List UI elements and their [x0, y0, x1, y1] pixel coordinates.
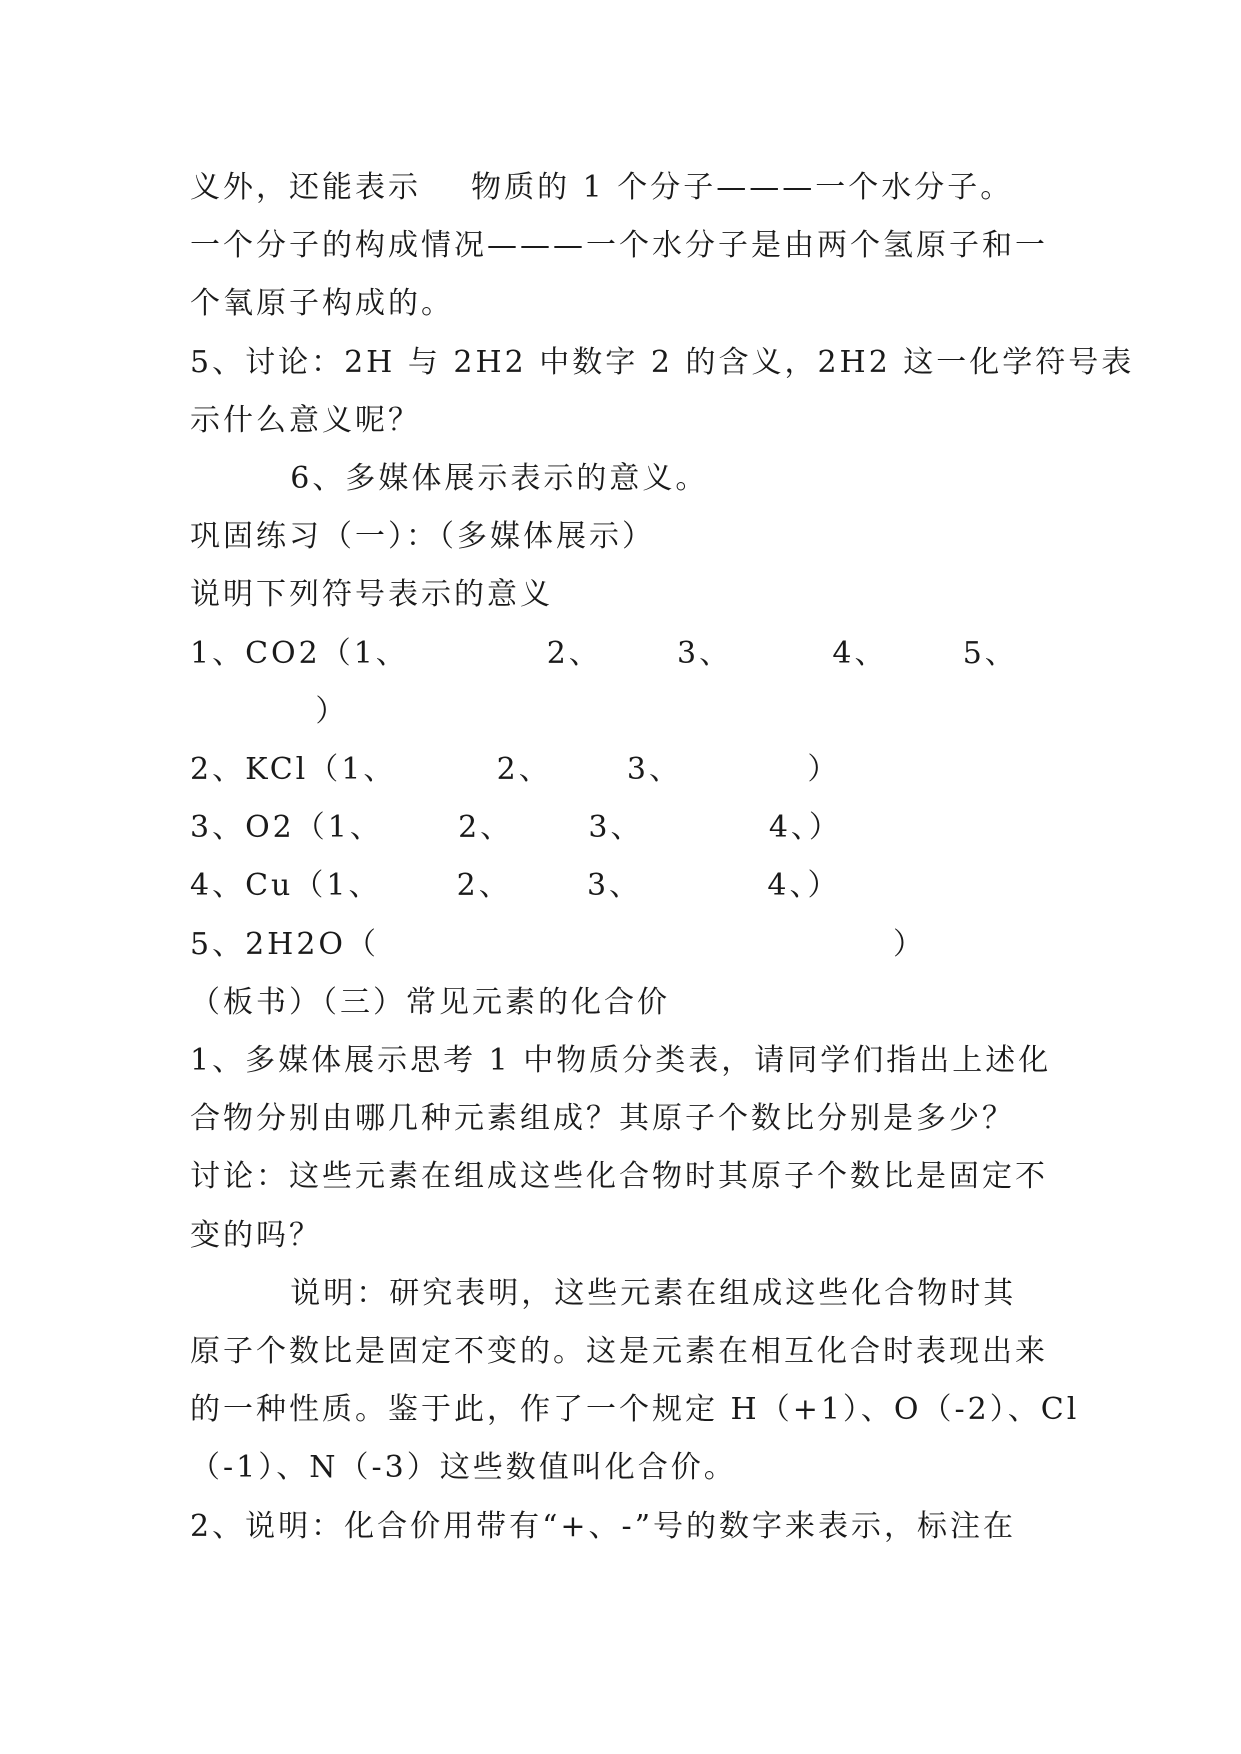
text-line: 1、CO2（1、 2、 3、 4、 5、 [190, 636, 1018, 671]
text-line: 原子个数比是固定不变的。这是元素在相互化合时表现出来 [190, 1334, 1048, 1369]
text-line: 示什么意义呢？ [190, 403, 421, 438]
text-line: 1、多媒体展示思考 1 中物质分类表，请同学们指出上述化 [190, 1043, 1052, 1078]
text-line: 讨论：这些元素在组成这些化合物时其原子个数比是固定不 [190, 1159, 1048, 1194]
text-line: 的一种性质。鉴于此，作了一个规定 H（+1）、O（-2）、Cl [190, 1392, 1080, 1427]
text-line: 5、2H2O（ ） [190, 927, 926, 962]
text-line: 5、讨论：2H 与 2H2 中数字 2 的含义，2H2 这一化学符号表 [190, 345, 1135, 380]
text-line: （板书）（三）常见元素的化合价 [190, 985, 670, 1020]
text-line: 变的吗？ [190, 1218, 322, 1253]
text-line: （-1）、N（-3）这些数值叫化合价。 [190, 1450, 737, 1485]
text-line: 合物分别由哪几种元素组成？其原子个数比分别是多少？ [190, 1101, 1015, 1136]
text-line: 2、说明：化合价用带有“+、-”号的数字来表示，标注在 [190, 1509, 1017, 1544]
text-line: 2、KCl（1、 2、 3、 ） [190, 752, 841, 787]
text-line: 3、O2（1、 2、 3、 4、） [190, 810, 842, 845]
text-line: 4、Cu（1、 2、 3、 4、） [190, 868, 841, 903]
text-line: 义外，还能表示 物质的 1 个分子———一个水分子。 [190, 170, 1014, 205]
text-line: 巩固练习（一）：（多媒体展示） [190, 519, 655, 554]
text-line: 说明：研究表明，这些元素在组成这些化合物时其 [190, 1276, 1017, 1311]
text-line: 一个分子的构成情况———一个水分子是由两个氢原子和一 [190, 228, 1048, 263]
text-line: 6、多媒体展示表示的意义。 [190, 461, 709, 496]
text-line: 说明下列符号表示的意义 [190, 577, 553, 612]
text-line: ） [190, 694, 349, 729]
text-line: 个氧原子构成的。 [190, 286, 454, 321]
